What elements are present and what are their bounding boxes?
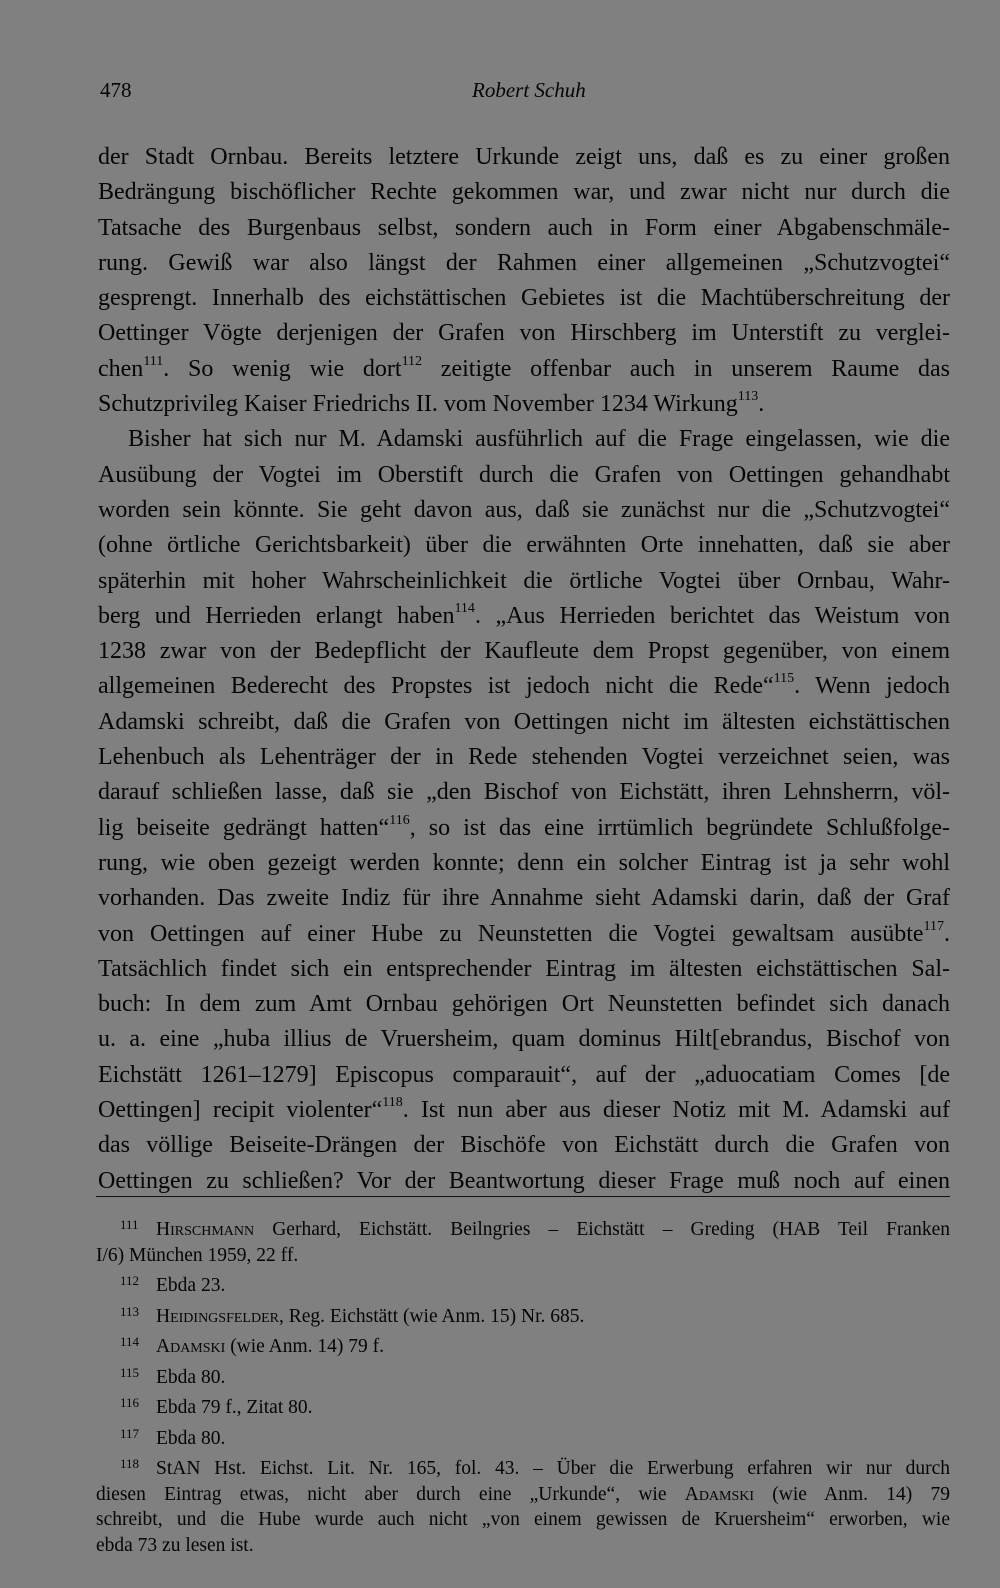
footnote-116 (96, 1390, 950, 1421)
footnote-117 (96, 1421, 950, 1452)
footnote-text: , Reg. Eichstätt (wie Anm. 15) Nr. 685. (278, 1305, 585, 1327)
text-line: der Stadt Ornbau. Bereits letztere Urkunde zeigt uns, daß es zu einer großen (98, 144, 950, 170)
footnote-ref[interactable]: 117 (923, 918, 944, 934)
footnote-number: 112 (120, 1273, 140, 1288)
footnote-text: (wie Anm. 14) 79 (754, 1483, 950, 1505)
footnote-text: (wie Anm. 14) 79 f. (225, 1336, 384, 1357)
footnote-number: 113 (120, 1303, 140, 1319)
footnote-number: 116 (120, 1395, 140, 1410)
author-name: Hirschmann (156, 1219, 255, 1240)
footnote-118-cont: schreibt, und die Hube wurde auch nicht „von einem gewissen de Kruersheim“ erworben, wie (96, 1509, 950, 1530)
text-line: Bisher hat sich nur M. Adamski ausführlich auf die Frage eingelassen, wie die (128, 426, 950, 453)
footnote-text: Ebda 23. (156, 1275, 226, 1296)
text-line: Eichstätt 1261–1279] Episcopus comparauit“, auf der „aduocatiam Comes [de (98, 1061, 950, 1088)
text-fragment: zeitigte offenbar auch in unserem Raume das (422, 355, 950, 382)
footnote-number: 117 (120, 1425, 140, 1441)
text-line: (ohne örtliche Gerichtsbarkeit) über die erwähnten Orte innehatten, daß sie aber (98, 532, 950, 559)
footnote-115 (96, 1360, 950, 1391)
text-fragment: . So wenig wie dort (163, 355, 402, 382)
text-fragment: Schutzprivileg Kaiser Friedrichs II. vom November 1234 Wirkung (98, 391, 738, 418)
footnote-divider (96, 1196, 950, 1197)
text-fragment: chen (98, 355, 144, 382)
running-head-author: Robert Schuh (472, 78, 586, 102)
footnote-ref[interactable]: 112 (401, 353, 423, 369)
text-line: vorhanden. Das zweite Indiz für ihre Annahme sieht Adamski darin, daß der Graf (98, 885, 950, 912)
text-line: Ausübung der Vogtei im Oberstift durch die Grafen von Oettingen gehandhabt (98, 461, 950, 488)
text-line (98, 917, 950, 952)
text-line: Tatsache des Burgenbaus selbst, sondern auch in Form einer Abgabenschmäle- (98, 214, 950, 241)
author-name: Heidingsfelder (156, 1305, 279, 1327)
footnote-114 (96, 1329, 950, 1360)
text-fragment: . „Aus Herrieden berichtet das Weistum von (474, 602, 950, 629)
text-line: gesprengt. Innerhalb des eichstättischen Gebietes ist die Machtüberschreitung der (98, 285, 950, 312)
footnote-ref[interactable]: 113 (737, 389, 759, 405)
text-fragment: allgemeinen Bederecht des Propstes ist jedoch nicht die Rede“ (98, 673, 774, 700)
running-head (100, 78, 950, 108)
text-fragment: lig beiseite gedrängt hatten“ (98, 814, 390, 841)
text-line: u. a. eine „huba illius de Vruersheim, quam dominus Hilt[ebrandus, Bischof von (98, 1026, 950, 1053)
text-line (98, 1093, 950, 1128)
text-line: darauf schließen lasse, daß sie „den Bischof von Eichstätt, ihren Lehnsherrn, völ- (98, 779, 950, 806)
footnote-text: Gerhard, Eichstätt. Beilngries – Eichstätt – Greding (HAB Teil Franken (254, 1219, 950, 1240)
text-line (98, 387, 950, 422)
footnote-number: 118 (120, 1456, 140, 1471)
text-line: 1238 zwar von der Bedepflicht der Kaufleute dem Propst gegenüber, von einem (98, 638, 950, 665)
text-fragment: . Wenn jedoch (794, 673, 951, 700)
footnote-text: Ebda 80. (156, 1427, 226, 1449)
text-line: rung. Gewiß war also längst der Rahmen einer allgemeinen „Schutzvogtei“ (98, 249, 950, 276)
footnote-text: Ebda 79 f., Zitat 80. (156, 1397, 313, 1418)
text-line: Adamski schreibt, daß die Grafen von Oettingen nicht im ältesten eichstättischen (98, 708, 950, 735)
text-line: Bedrängung bischöflicher Rechte gekommen war, und zwar nicht nur durch die (98, 179, 950, 206)
page-number: 478 (100, 78, 132, 102)
footnote-number: 111 (120, 1217, 139, 1232)
text-line: Tatsächlich findet sich ein entsprechender Eintrag im ältesten eichstättischen Sal- (98, 955, 950, 982)
footnote-ref[interactable]: 115 (773, 671, 795, 687)
footnote-ref[interactable]: 114 (454, 600, 475, 616)
footnotes (96, 1212, 950, 1558)
text-fragment: Oettingen] recipit violenter“ (98, 1097, 383, 1124)
text-fragment: von Oettingen auf einer Hube zu Neunstetten die Vogtei gewaltsam ausübte (98, 920, 924, 947)
text-fragment: . (758, 391, 765, 418)
footnote-text: diesen Eintrag etwas, nicht aber durch eine „Urkunde“, wie (96, 1483, 685, 1505)
text-line (98, 669, 950, 704)
footnote-ref[interactable]: 118 (382, 1095, 403, 1111)
text-line: rung, wie oben gezeigt werden konnte; denn ein solcher Eintrag ist ja sehr wohl (98, 849, 950, 876)
text-line: Oettingen zu schließen? Vor der Beantwortung dieser Frage muß noch auf einen (98, 1167, 950, 1194)
text-fragment: . (944, 920, 950, 947)
text-fragment: , so ist das eine irrtümlich begründete Schlußfolge- (409, 814, 950, 841)
footnote-111 (96, 1212, 950, 1243)
footnote-text: StAN Hst. Eichst. Lit. Nr. 165, fol. 43. – Über die Erwerbung erfahren wir nur durch (156, 1458, 950, 1479)
text-line: Oettinger Vögte derjenigen der Grafen von Hirschberg im Unterstift zu verglei- (98, 320, 950, 347)
text-line: worden sein könnte. Sie geht davon aus, daß sie zunächst nur die „Schutzvogtei“ (98, 496, 950, 523)
text-line: das völlige Beiseite-Drängen der Bischöfe von Eichstätt durch die Grafen von (98, 1132, 950, 1159)
text-line: späterhin mit hoher Wahrscheinlichkeit die örtliche Vogtei über Ornbau, Wahr- (98, 567, 950, 594)
footnote-118-cont (96, 1482, 950, 1508)
footnote-number: 115 (120, 1364, 140, 1380)
author-name: Adamski (684, 1483, 755, 1505)
text-fragment: . Ist nun aber aus dieser Notiz mit M. Adamski auf (402, 1097, 950, 1124)
footnote-number: 114 (120, 1334, 140, 1349)
footnote-113 (96, 1299, 950, 1330)
text-line (98, 811, 950, 846)
footnote-111-cont: I/6) München 1959, 22 ff. (96, 1244, 299, 1266)
text-line: buch: In dem zum Amt Ornbau gehörigen Ort Neunstetten befindet sich danach (98, 991, 950, 1018)
text-fragment: berg und Herrieden erlangt haben (98, 602, 455, 629)
footnote-ref[interactable]: 116 (389, 812, 410, 828)
author-name: Adamski (156, 1336, 226, 1357)
text-line (98, 599, 950, 634)
footnote-ref[interactable]: 111 (143, 353, 164, 369)
body-text (98, 140, 950, 1199)
footnote-118-cont: ebda 73 zu lesen ist. (96, 1534, 254, 1556)
text-line: Lehenbuch als Lehenträger der in Rede stehenden Vogtei verzeichnet seien, was (98, 744, 950, 771)
text-line (98, 352, 950, 387)
footnote-118 (96, 1451, 950, 1482)
footnote-text: Ebda 80. (156, 1366, 226, 1388)
footnote-112 (96, 1268, 950, 1299)
